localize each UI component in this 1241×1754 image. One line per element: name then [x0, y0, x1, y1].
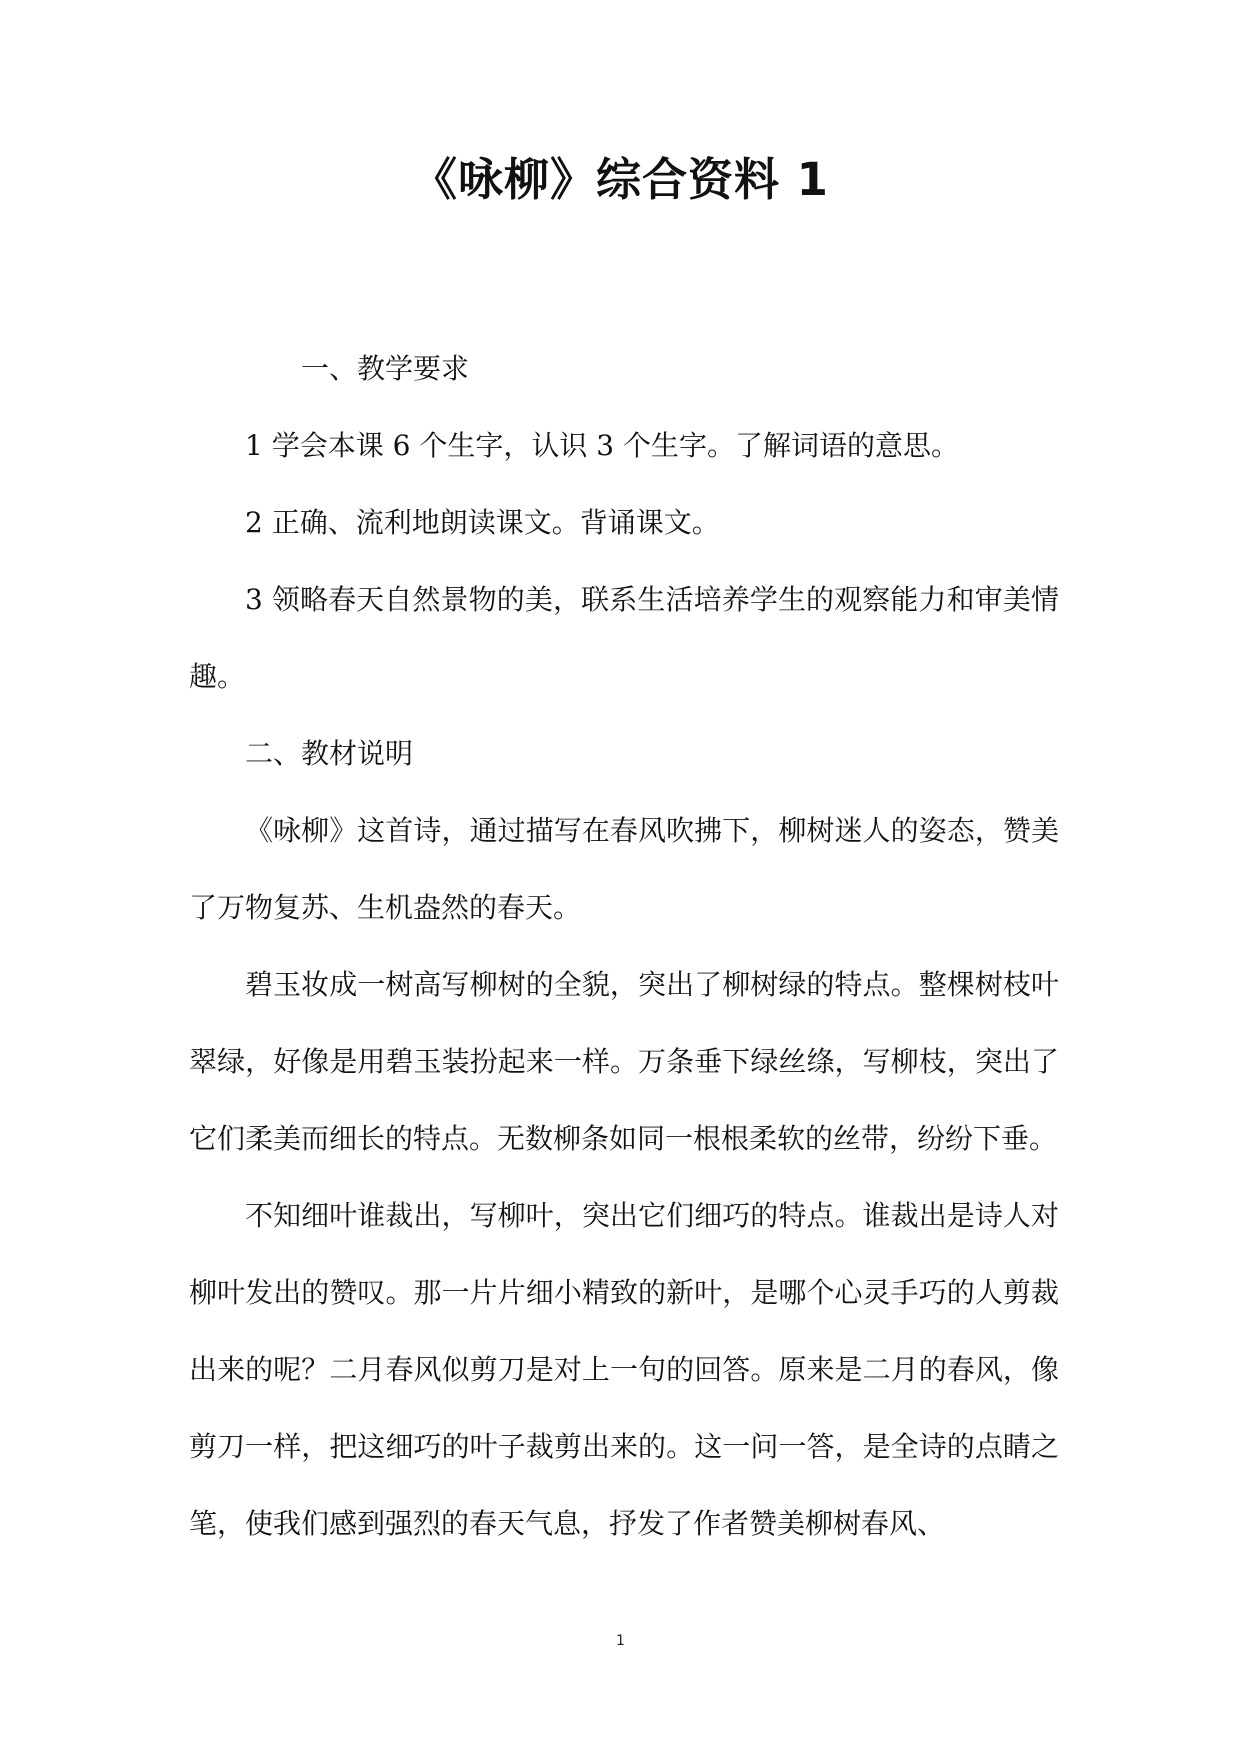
paragraph-poem-summary: 《咏柳》这首诗，通过描写在春风吹拂下，柳树迷人的姿态，赞美了万物复苏、生机盎然的春天。 — [189, 814, 1059, 924]
paragraph-line-analysis-1: 碧玉妆成一树高写柳树的全貌，突出了柳树绿的特点。整棵树枝叶翠绿，好像是用碧玉装扮起来一样。万条垂下绿丝绦，写柳枝，突出了它们柔美而细长的特点。无数柳条如同一根根柔软的丝带，纷纷下垂。 — [189, 968, 1059, 1155]
paragraph-requirement-3: 3 领略春天自然景物的美，联系生活培养学生的观察能力和审美情趣。 — [189, 583, 1059, 693]
section-heading-teaching-requirements: 一、教学要求 — [301, 352, 470, 385]
paragraph-line-analysis-2: 不知细叶谁裁出，写柳叶，突出它们细巧的特点。谁裁出是诗人对柳叶发出的赞叹。那一片片细小精致的新叶，是哪个心灵手巧的人剪裁出来的呢？二月春风似剪刀是对上一句的回答。原来是二月的春风，像剪刀一样，把这细巧的叶子裁剪出来的。这一问一答，是全诗的点睛之笔，使我们感到强烈的春天气息，抒发了作者赞美柳树春风、 — [189, 1199, 1059, 1540]
paragraph-requirement-2: 2 正确、流利地朗读课文。背诵课文。 — [245, 506, 720, 539]
paragraph-requirement-1: 1 学会本课 6 个生字，认识 3 个生字。了解词语的意思。 — [245, 429, 959, 462]
section-heading-material-explanation: 二、教材说明 — [245, 737, 414, 770]
document-title: 《咏柳》综合资料 1 — [412, 153, 829, 206]
document-body — [189, 330, 1059, 1562]
page-number: 1 — [616, 1633, 625, 1649]
